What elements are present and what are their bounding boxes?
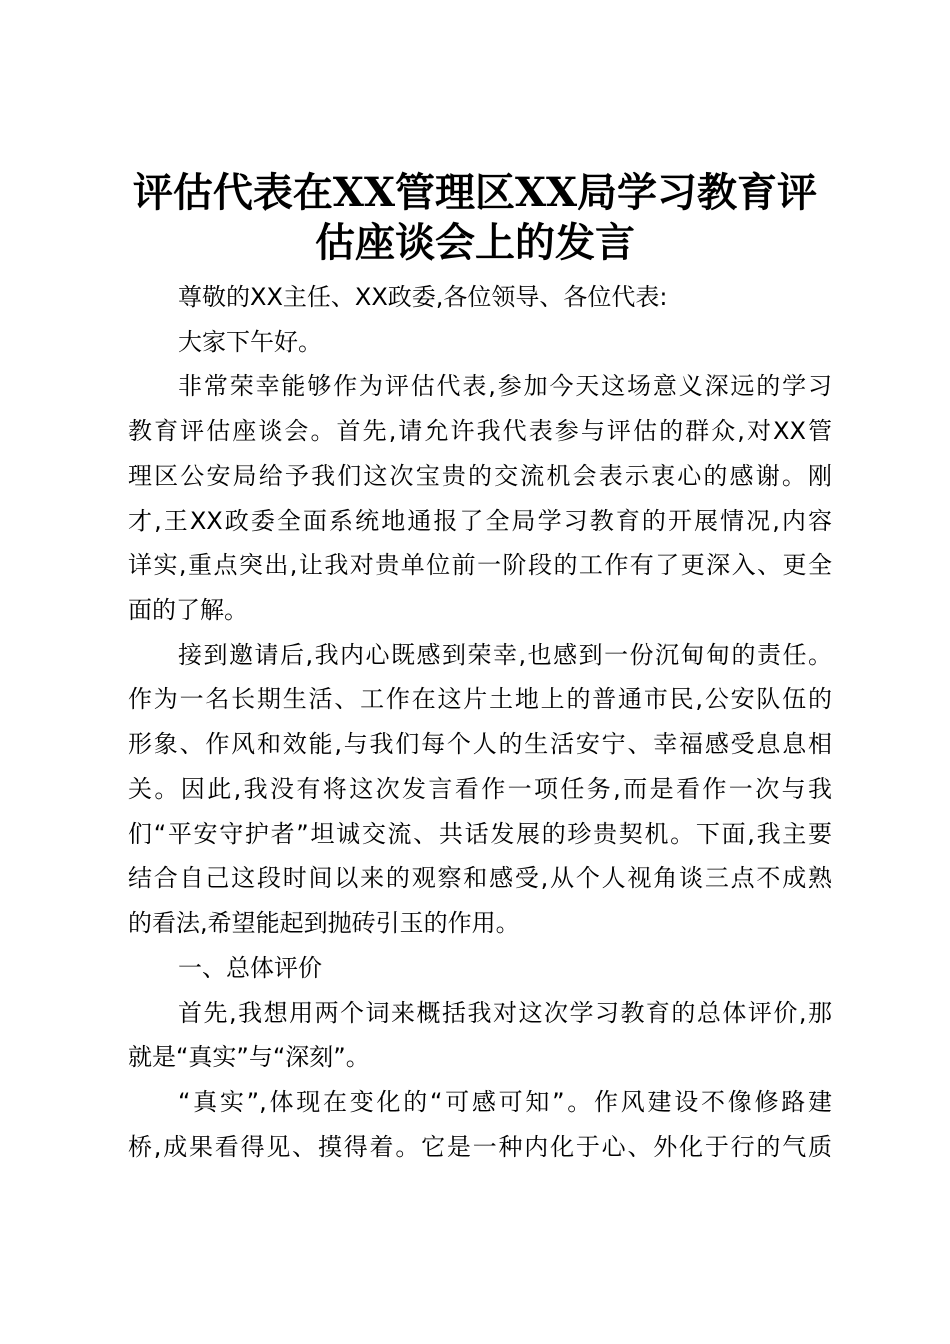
salutation: 尊敬的XX主任、XX政委,各位领导、各位代表:: [178, 283, 668, 311]
greeting: 大家下午好。: [178, 328, 322, 356]
paragraph-line: “真实”,体现在变化的“可感可知”。作风建设不像修路建: [178, 1088, 832, 1116]
paragraph-line: 们“平安守护者”坦诚交流、共话发展的珍贵契机。下面,我主要: [128, 820, 832, 848]
section-heading: 一、总体评价: [178, 954, 322, 982]
paragraph-line: 结合自己这段时间以来的观察和感受,从个人视角谈三点不成熟: [128, 864, 832, 892]
paragraph-line: 关。因此,我没有将这次发言看作一项任务,而是看作一次与我: [128, 775, 832, 803]
paragraph-line: 形象、作风和效能,与我们每个人的生活安宁、幸福感受息息相: [128, 730, 832, 758]
document-title-line-2: 估座谈会上的发言: [315, 219, 635, 266]
paragraph-line: 作为一名长期生活、工作在这片土地上的普通市民,公安队伍的: [128, 685, 832, 713]
paragraph-line: 首先,我想用两个词来概括我对这次学习教育的总体评价,那: [178, 999, 832, 1027]
paragraph-line: 理区公安局给予我们这次宝贵的交流机会表示衷心的感谢。刚: [128, 462, 832, 490]
paragraph-line: 教育评估座谈会。首先,请允许我代表参与评估的群众,对XX管: [128, 417, 832, 445]
paragraph-line: 非常荣幸能够作为评估代表,参加今天这场意义深远的学习: [178, 372, 832, 400]
paragraph-line: 接到邀请后,我内心既感到荣幸,也感到一份沉甸甸的责任。: [178, 641, 832, 669]
paragraph-line: 详实,重点突出,让我对贵单位前一阶段的工作有了更深入、更全: [128, 551, 832, 579]
paragraph-line: 面的了解。: [128, 596, 248, 624]
paragraph-line: 桥,成果看得见、摸得着。它是一种内化于心、外化于行的气质: [128, 1133, 832, 1161]
paragraph-line: 才,王XX政委全面系统地通报了全局学习教育的开展情况,内容: [128, 507, 832, 535]
document-title-line-1: 评估代表在XX管理区XX局学习教育评: [132, 169, 818, 216]
paragraph-line: 的看法,希望能起到抛砖引玉的作用。: [128, 909, 520, 937]
paragraph-line: 就是“真实”与“深刻”。: [128, 1043, 370, 1071]
